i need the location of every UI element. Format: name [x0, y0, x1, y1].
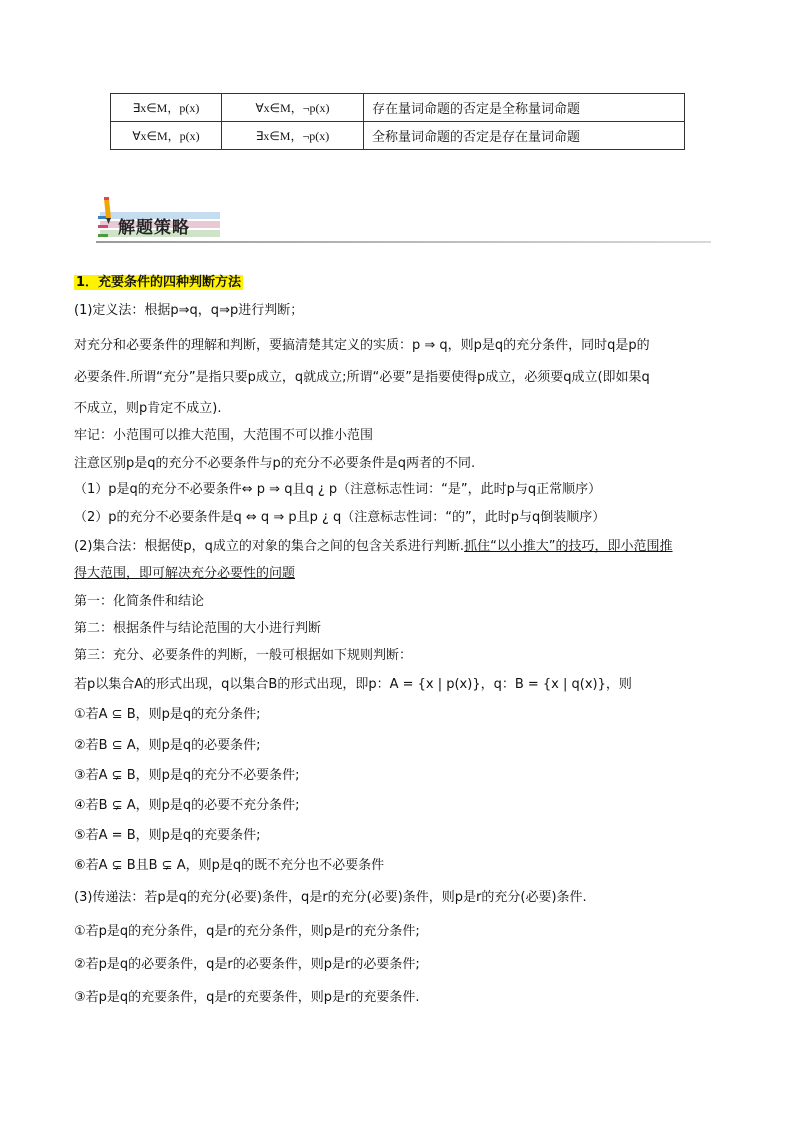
rule-item: ②若B ⊆ A，则p是q的必要条件; [74, 738, 261, 753]
table-row [111, 94, 685, 122]
rule-item: ①若A ⊆ B，则p是q的充分条件; [74, 707, 261, 722]
table-cell: ∀x∈M，p(x) [111, 122, 222, 150]
paragraph: 不成立，则p肯定不成立). [74, 401, 222, 416]
section-banner [96, 196, 711, 246]
table-cell: ∀x∈M，¬p(x) [222, 94, 364, 122]
paragraph: (1)定义法：根据p⇒q，q⇒p进行判断； [74, 303, 304, 318]
paragraph: 若p以集合A的形式出现，q以集合B的形式出现，即p：A = {x | p(x)}，q：B = {x | q(x)}，则 [74, 677, 632, 692]
paragraph: 得大范围，即可解决充分必要性的问题 [74, 566, 296, 581]
rule-item: ⑥若A ⊊ B且B ⊊ A，则p是q的既不充分也不必要条件 [74, 858, 385, 873]
rule-item: ③若p是q的充要条件，q是r的充要条件，则p是r的充要条件. [74, 990, 420, 1005]
rule-item: ④若B ⊊ A，则p是q的必要不充分条件; [74, 798, 300, 813]
paragraph: 必要条件.所谓“充分”是指只要p成立，q就成立;所谓“必要”是指要使得p成立，必须要q成立(即如果q [74, 370, 650, 385]
paragraph: (2)集合法：根据使p，q成立的对象的集合之间的包含关系进行判断.抓住“以小推大”的技巧，即小范围推 [74, 539, 673, 554]
paragraph: (3)传递法：若p是q的充分(必要)条件，q是r的充分(必要)条件，则p是r的充分(必要)条件. [74, 890, 587, 905]
table-cell: ∃x∈M，p(x) [111, 94, 222, 122]
heading: 1．充要条件的四种判断方法 [76, 275, 242, 290]
rule-item: ③若A ⊊ B，则p是q的充分不必要条件; [74, 768, 300, 783]
paragraph: （1）p是q的充分不必要条件⇔ p ⇒ q且q ¿ p（注意标志性词：“是”，此时p与q正常顺序） [74, 482, 602, 497]
divider [96, 241, 711, 243]
section-title: 解题策略 [118, 218, 190, 238]
paragraph: （2）p的充分不必要条件是q ⇔ q ⇒ p且p ¿ q（注意标志性词：“的”，此时p与q倒装顺序） [74, 510, 606, 525]
paragraph: 牢记：小范围可以推大范围，大范围不可以推小范围 [74, 428, 374, 443]
table-row [111, 122, 685, 150]
rule-item: ①若p是q的充分条件，q是r的充分条件，则p是r的充分条件; [74, 924, 420, 939]
paragraph: 注意区别p是q的充分不必要条件与p的充分不必要条件是q两者的不同. [74, 456, 476, 471]
paragraph: 第一：化简条件和结论 [74, 594, 205, 609]
table-cell: ∃x∈M，¬p(x) [222, 122, 364, 150]
table-cell: 存在量词命题的否定是全称量词命题 [364, 94, 685, 122]
paragraph: 对充分和必要条件的理解和判断，要搞清楚其定义的实质：p ⇒ q，则p是q的充分条件，同时q是p的 [74, 338, 650, 353]
paragraph: 第三：充分、必要条件的判断，一般可根据如下规则判断： [74, 648, 413, 663]
quantifier-negation-table [110, 93, 685, 150]
table-cell: 全称量词命题的否定是存在量词命题 [364, 122, 685, 150]
rule-item: ②若p是q的必要条件，q是r的必要条件，则p是r的必要条件; [74, 957, 420, 972]
paragraph: 第二：根据条件与结论范围的大小进行判断 [74, 621, 322, 636]
rule-item: ⑤若A = B，则p是q的充要条件; [74, 828, 261, 843]
